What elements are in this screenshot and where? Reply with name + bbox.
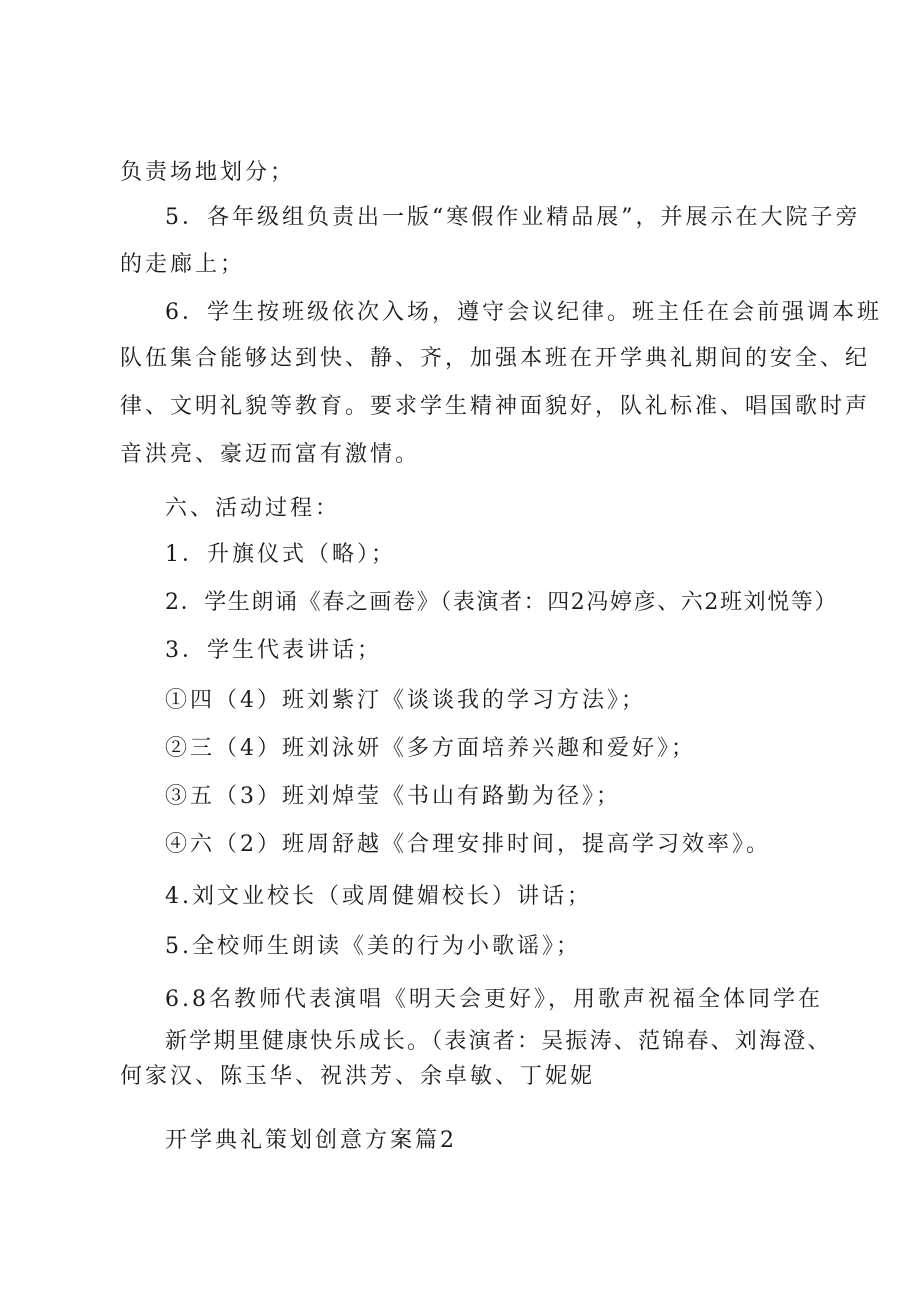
text-line: 律、文明礼貌等教育。要求学生精神面貌好，队礼标准、唱国歌时声 <box>120 394 871 419</box>
list-item: ③五（3）班刘焯莹《书山有路勤为径》； <box>165 784 621 809</box>
section-heading: 六、活动过程： <box>165 496 341 521</box>
section-title: 开学典礼策划创意方案篇2 <box>165 1128 457 1153</box>
text-line: 的走廊上； <box>120 252 246 277</box>
list-item: ④六（2）班周舒越《合理安排时间，提高学习效率》。 <box>165 832 771 857</box>
text-line: 新学期里健康快乐成长。（表演者：吴振涛、范锦春、刘海澄、 <box>165 1029 832 1054</box>
text-line: 6.8名教师代表演唱《明天会更好》，用歌声祝福全体同学在 <box>165 987 823 1012</box>
text-line: 何家汉、陈玉华、祝洪芳、余卓敏、丁妮妮 <box>120 1064 596 1089</box>
text-line: 音洪亮、豪迈而富有激情。 <box>120 442 421 467</box>
text-line: 4.刘文业校长（或周健媚校长）讲话； <box>165 884 592 909</box>
text-line: 3．学生代表讲话； <box>165 638 382 663</box>
text-line: 队伍集合能够达到快、静、齐，加强本班在开学典礼期间的安全、纪 <box>120 346 871 371</box>
list-item: ①四（4）班刘紫汀《谈谈我的学习方法》； <box>165 688 646 713</box>
text-line: 5.全校师生朗读《美的行为小歌谣》； <box>165 934 581 959</box>
text-line: 负责场地划分； <box>120 160 296 185</box>
text-line: 1．升旗仪式（略）； <box>165 542 396 567</box>
text-line: 2．学生朗诵《春之画卷》（表演者：四2冯婷彦、六2班刘悦等） <box>165 590 838 615</box>
text-line: 6．学生按班级依次入场，遵守会议纪律。班主任在会前强调本班 <box>165 300 882 325</box>
list-item: ②三（4）班刘泳妍《多方面培养兴趣和爱好》； <box>165 736 696 761</box>
text-line: 5．各年级组负责出一版“寒假作业精品展”，并展示在大院子旁 <box>165 205 861 230</box>
